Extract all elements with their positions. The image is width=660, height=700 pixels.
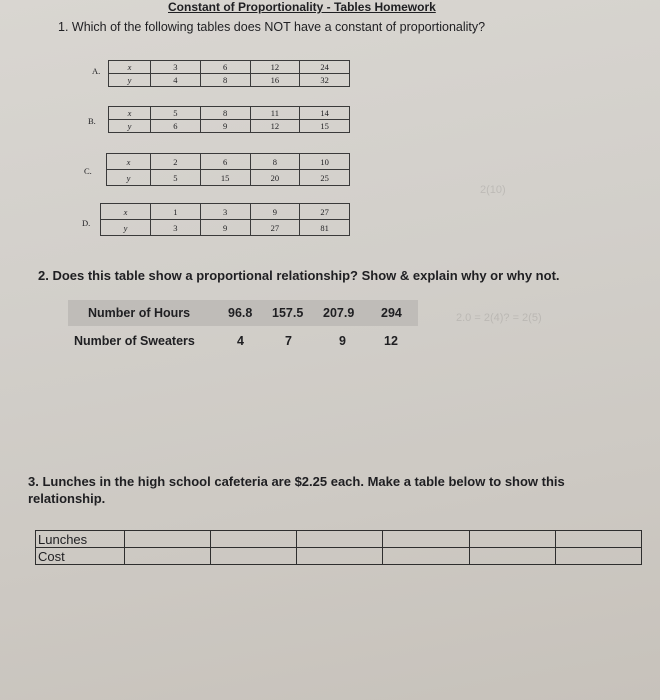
- option-c-letter: C.: [84, 166, 92, 176]
- lunches-cell[interactable]: [469, 531, 555, 548]
- sweaters-value: 4: [237, 334, 244, 348]
- sweaters-value: 9: [339, 334, 346, 348]
- option-a-letter: A.: [92, 66, 101, 76]
- cost-label: Cost: [36, 548, 125, 565]
- cost-cell[interactable]: [125, 548, 211, 565]
- cell: 15: [200, 170, 250, 186]
- question-3-prompt: 3. Lunches in the high school cafeteria are $2.25 each. Make a table below to show this relationship.: [28, 474, 565, 506]
- cell: 25: [300, 170, 350, 186]
- cell: 8: [200, 107, 250, 120]
- cell: 8: [250, 154, 300, 170]
- hours-value: 96.8: [228, 306, 253, 320]
- lunches-label: Lunches: [36, 531, 125, 548]
- table-b: [108, 106, 350, 133]
- cell: 81: [300, 220, 350, 236]
- table-b-y-row: [109, 120, 350, 133]
- cell: 32: [300, 74, 350, 87]
- cell: 9: [250, 204, 300, 220]
- cell: 3: [151, 220, 201, 236]
- cell: 16: [250, 74, 300, 87]
- lunches-cell[interactable]: [555, 531, 641, 548]
- sweaters-value: 7: [285, 334, 292, 348]
- cost-cell[interactable]: [211, 548, 297, 565]
- y-header: y: [109, 120, 151, 133]
- question-2-prompt: 2. Does this table show a proportional relationship? Show & explain why or why not.: [38, 268, 560, 283]
- cell: 27: [300, 204, 350, 220]
- cell: 6: [151, 120, 201, 133]
- hours-label: Number of Hours: [88, 306, 191, 320]
- y-header: y: [107, 170, 151, 186]
- cell: 3: [151, 61, 201, 74]
- lunches-row: [36, 531, 642, 548]
- cell: 12: [250, 120, 300, 133]
- cell: 5: [151, 107, 201, 120]
- option-b-letter: B.: [88, 116, 96, 126]
- cell: 3: [200, 204, 250, 220]
- cost-cell[interactable]: [469, 548, 555, 565]
- x-header: x: [107, 154, 151, 170]
- lunches-cell[interactable]: [211, 531, 297, 548]
- cell: 5: [151, 170, 201, 186]
- sweaters-label: Number of Sweaters: [74, 334, 195, 348]
- table-c: [106, 153, 350, 186]
- cell: 6: [200, 154, 250, 170]
- cell: 8: [200, 74, 250, 87]
- cell: 2: [151, 154, 201, 170]
- table-b-x-row: [109, 107, 350, 120]
- cell: 14: [300, 107, 350, 120]
- cell: 15: [300, 120, 350, 133]
- table-a-x-row: [109, 61, 350, 74]
- option-d-letter: D.: [82, 218, 91, 228]
- lunch-cost-table: [35, 530, 642, 565]
- bleed-through-text: 2.0 = 2(4)? = 2(5): [456, 312, 542, 324]
- table-c-x-row: [107, 154, 350, 170]
- hours-value: 207.9: [323, 306, 355, 320]
- table-d-y-row: [101, 220, 350, 236]
- sweaters-value: 12: [384, 334, 398, 348]
- cost-cell[interactable]: [297, 548, 383, 565]
- cell: 10: [300, 154, 350, 170]
- table-c-y-row: [107, 170, 350, 186]
- cost-cell[interactable]: [383, 548, 469, 565]
- cell: 27: [250, 220, 300, 236]
- cell: 24: [300, 61, 350, 74]
- cost-cell[interactable]: [555, 548, 641, 565]
- cell: 1: [151, 204, 201, 220]
- hours-value: 157.5: [272, 306, 304, 320]
- lunches-cell[interactable]: [383, 531, 469, 548]
- table-d-x-row: [101, 204, 350, 220]
- question-1-prompt: 1. Which of the following tables does NOT have a constant of proportionality?: [58, 20, 486, 34]
- x-header: x: [101, 204, 151, 220]
- lunches-cell[interactable]: [297, 531, 383, 548]
- cell: 6: [200, 61, 250, 74]
- cell: 12: [250, 61, 300, 74]
- page-title: Constant of Proportionality - Tables Homework: [168, 0, 436, 14]
- hours-value: 294: [381, 306, 402, 320]
- x-header: x: [109, 61, 151, 74]
- cell: 11: [250, 107, 300, 120]
- y-header: y: [101, 220, 151, 236]
- cell: 9: [200, 220, 250, 236]
- x-header: x: [109, 107, 151, 120]
- table-d: [100, 203, 350, 236]
- cell: 20: [250, 170, 300, 186]
- y-header: y: [109, 74, 151, 87]
- bleed-through-text: 2(10): [480, 184, 506, 196]
- lunches-cell[interactable]: [125, 531, 211, 548]
- cell: 4: [151, 74, 201, 87]
- cost-row: [36, 548, 642, 565]
- table-a: [108, 60, 350, 87]
- table-a-y-row: [109, 74, 350, 87]
- cell: 9: [200, 120, 250, 133]
